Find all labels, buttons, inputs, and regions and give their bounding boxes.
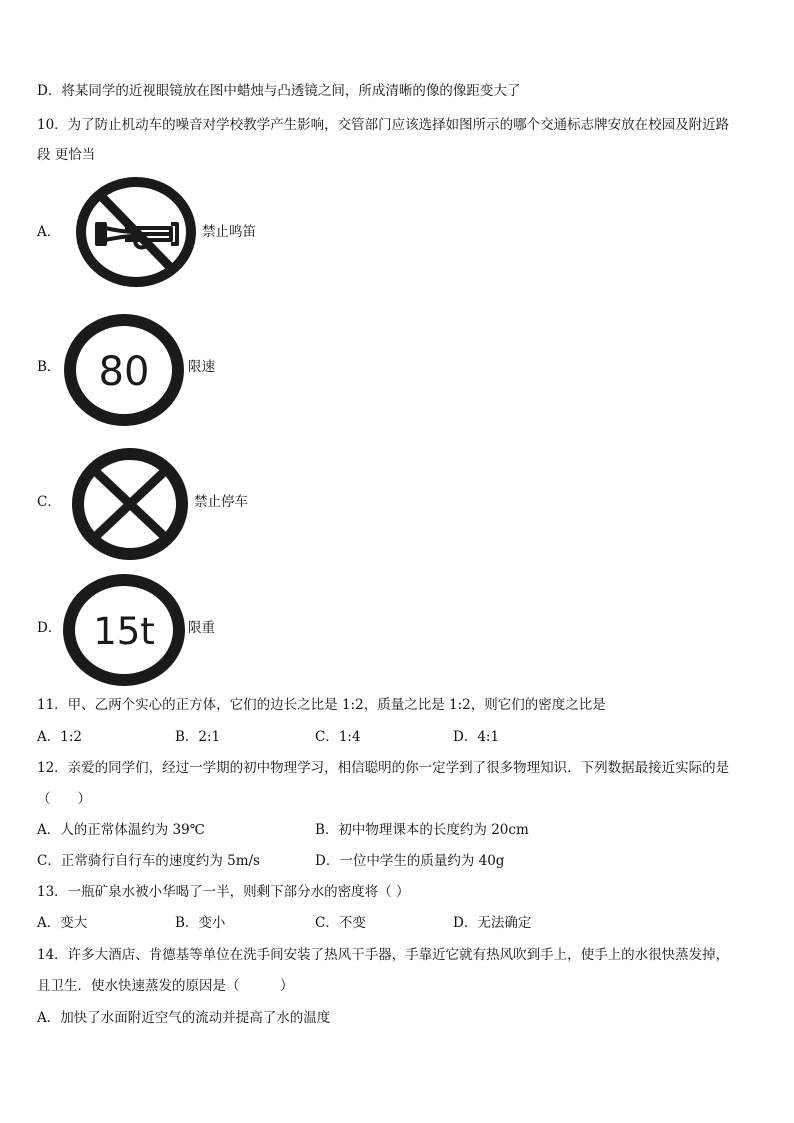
q10-option-a-caption: 禁止鸣笛 bbox=[202, 224, 256, 240]
q12-stem-line1: 12．亲爱的同学们，经过一学期的初中物理学习，相信聪明的你一定学到了很多物理知识．下列数据最接近实际的是 bbox=[37, 760, 730, 776]
speed-limit-sign-icon bbox=[64, 314, 186, 426]
q11-stem: 11．甲、乙两个实心的正方体，它们的边长之比是 1:2，质量之比是 1:2，则它们的密度之比是 bbox=[37, 697, 606, 713]
q10-option-b-caption: 限速 bbox=[188, 359, 215, 375]
weight-limit-sign-icon bbox=[62, 574, 186, 686]
q12-stem-line2: （ ） bbox=[37, 791, 91, 807]
q13-stem: 13．一瓶矿泉水被小华喝了一半，则剩下部分水的密度将（ ） bbox=[37, 884, 410, 900]
q14-stem-line2: 且卫生．使水快速蒸发的原因是（ ） bbox=[37, 978, 294, 994]
q11-option-b: B．2:1 bbox=[175, 729, 221, 745]
weight-limit-value: 15t bbox=[93, 610, 155, 653]
q10-stem-line2: 段 更恰当 bbox=[37, 147, 96, 163]
q14-option-a: A．加快了水面附近空气的流动并提高了水的温度 bbox=[37, 1010, 331, 1026]
q11-option-d: D．4:1 bbox=[453, 729, 500, 745]
q10-option-d-letter: D． bbox=[37, 620, 62, 636]
q10-stem-line1: 10．为了防止机动车的噪音对学校教学产生影响，交管部门应该选择如图所示的哪个交通标志牌安放在校园及附近路 bbox=[37, 117, 730, 133]
speed-limit-value: 80 bbox=[98, 349, 150, 395]
q10-option-b-letter: B． bbox=[37, 359, 61, 375]
q14-stem-line1: 14．许多大酒店、肯德基等单位在洗手间安装了热风干手器，手靠近它就有热风吹到手上，使手上的水很快蒸发掉， bbox=[37, 947, 730, 963]
q10-option-d-caption: 限重 bbox=[188, 620, 215, 636]
no-parking-sign-icon bbox=[70, 448, 190, 560]
q12-option-c: C．正常骑行自行车的速度约为 5m/s bbox=[37, 853, 260, 869]
no-horn-sign-icon bbox=[75, 176, 197, 288]
q10-option-c-letter: C． bbox=[37, 494, 61, 510]
q10-option-c-caption: 禁止停车 bbox=[194, 494, 248, 510]
q11-option-c: C．1:4 bbox=[315, 729, 361, 745]
q9-option-d: D．将某同学的近视眼镜放在图中蜡烛与凸透镜之间，所成清晰的像的像距变大了 bbox=[37, 83, 521, 99]
q11-option-a: A．1:2 bbox=[37, 729, 82, 745]
q10-option-a-letter: A． bbox=[37, 224, 61, 240]
q13-option-d: D．无法确定 bbox=[453, 915, 532, 931]
q12-option-a: A．人的正常体温约为 39℃ bbox=[37, 822, 205, 838]
q13-option-b: B．变小 bbox=[175, 915, 226, 931]
q12-option-b: B．初中物理课本的长度约为 20cm bbox=[315, 822, 529, 838]
q13-option-a: A．变大 bbox=[37, 915, 88, 931]
q13-option-c: C．不变 bbox=[315, 915, 366, 931]
q12-option-d: D．一位中学生的质量约为 40g bbox=[315, 853, 505, 869]
